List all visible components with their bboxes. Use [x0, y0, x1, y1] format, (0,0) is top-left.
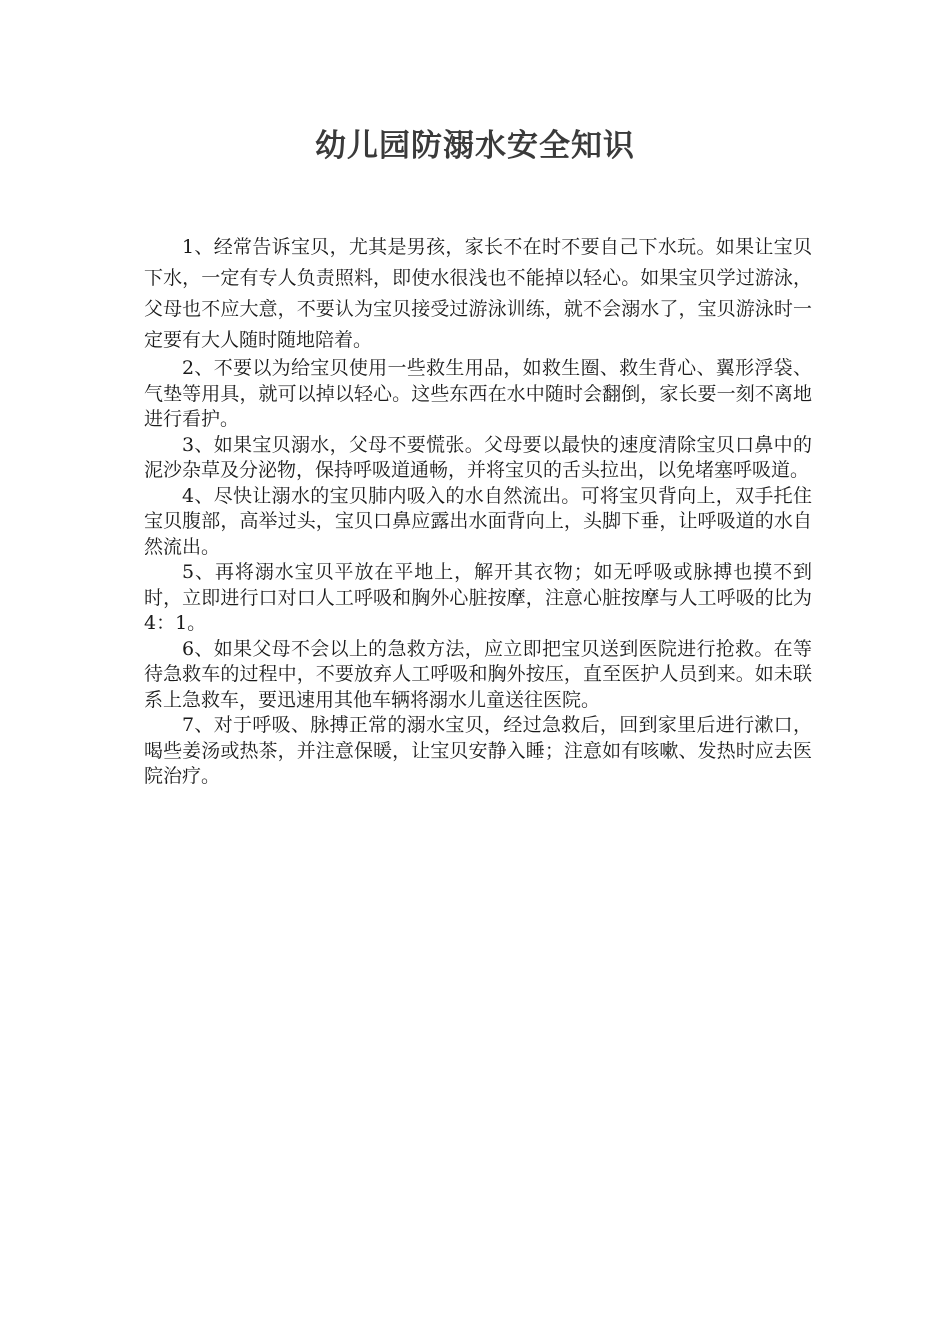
document-body: [144, 232, 812, 790]
paragraph-5: 5、再将溺水宝贝平放在平地上，解开其衣物；如无呼吸或脉搏也摸不到时，立即进行口对口人工呼吸和胸外心脏按摩，注意心脏按摩与人工呼吸的比为 4：1。: [144, 561, 812, 634]
paragraph-4: 4、尽快让溺水的宝贝肺内吸入的水自然流出。可将宝贝背向上，双手托住宝贝腹部，高举过头，宝贝口鼻应露出水面背向上，头脚下垂，让呼吸道的水自然流出。: [144, 484, 812, 558]
paragraph-7: 7、对于呼吸、脉搏正常的溺水宝贝，经过急救后，回到家里后进行漱口，喝些姜汤或热茶，并注意保暖，让宝贝安静入睡；注意如有咳嗽、发热时应去医院治疗。: [144, 714, 812, 787]
paragraph-2: 2、不要以为给宝贝使用一些救生用品，如救生圈、救生背心、翼形浮袋、气垫等用具，就可以掉以轻心。这些东西在水中随时会翻倒，家长要一刻不离地进行看护。: [144, 357, 812, 430]
paragraph-3: 3、如果宝贝溺水，父母不要慌张。父母要以最快的速度清除宝贝口鼻中的泥沙杂草及分泌物，保持呼吸道通畅，并将宝贝的舌头拉出，以免堵塞呼吸道。: [144, 433, 812, 481]
paragraph-6: 6、如果父母不会以上的急救方法，应立即把宝贝送到医院进行抢救。在等待急救车的过程中，不要放弃人工呼吸和胸外按压，直至医护人员到来。如未联系上急救车，要迅速用其他车辆将溺水儿童送往医院。: [144, 637, 812, 711]
paragraph-1: 1、经常告诉宝贝，尤其是男孩，家长不在时不要自己下水玩。如果让宝贝下水，一定有专人负责照料，即使水很浅也不能掉以轻心。如果宝贝学过游泳，父母也不应大意，不要认为宝贝接受过游泳训练，就不会溺水了，宝贝游泳时一定要有大人随时随地陪着。: [144, 236, 812, 351]
page-title: 幼儿园防溺水安全知识: [315, 128, 635, 164]
